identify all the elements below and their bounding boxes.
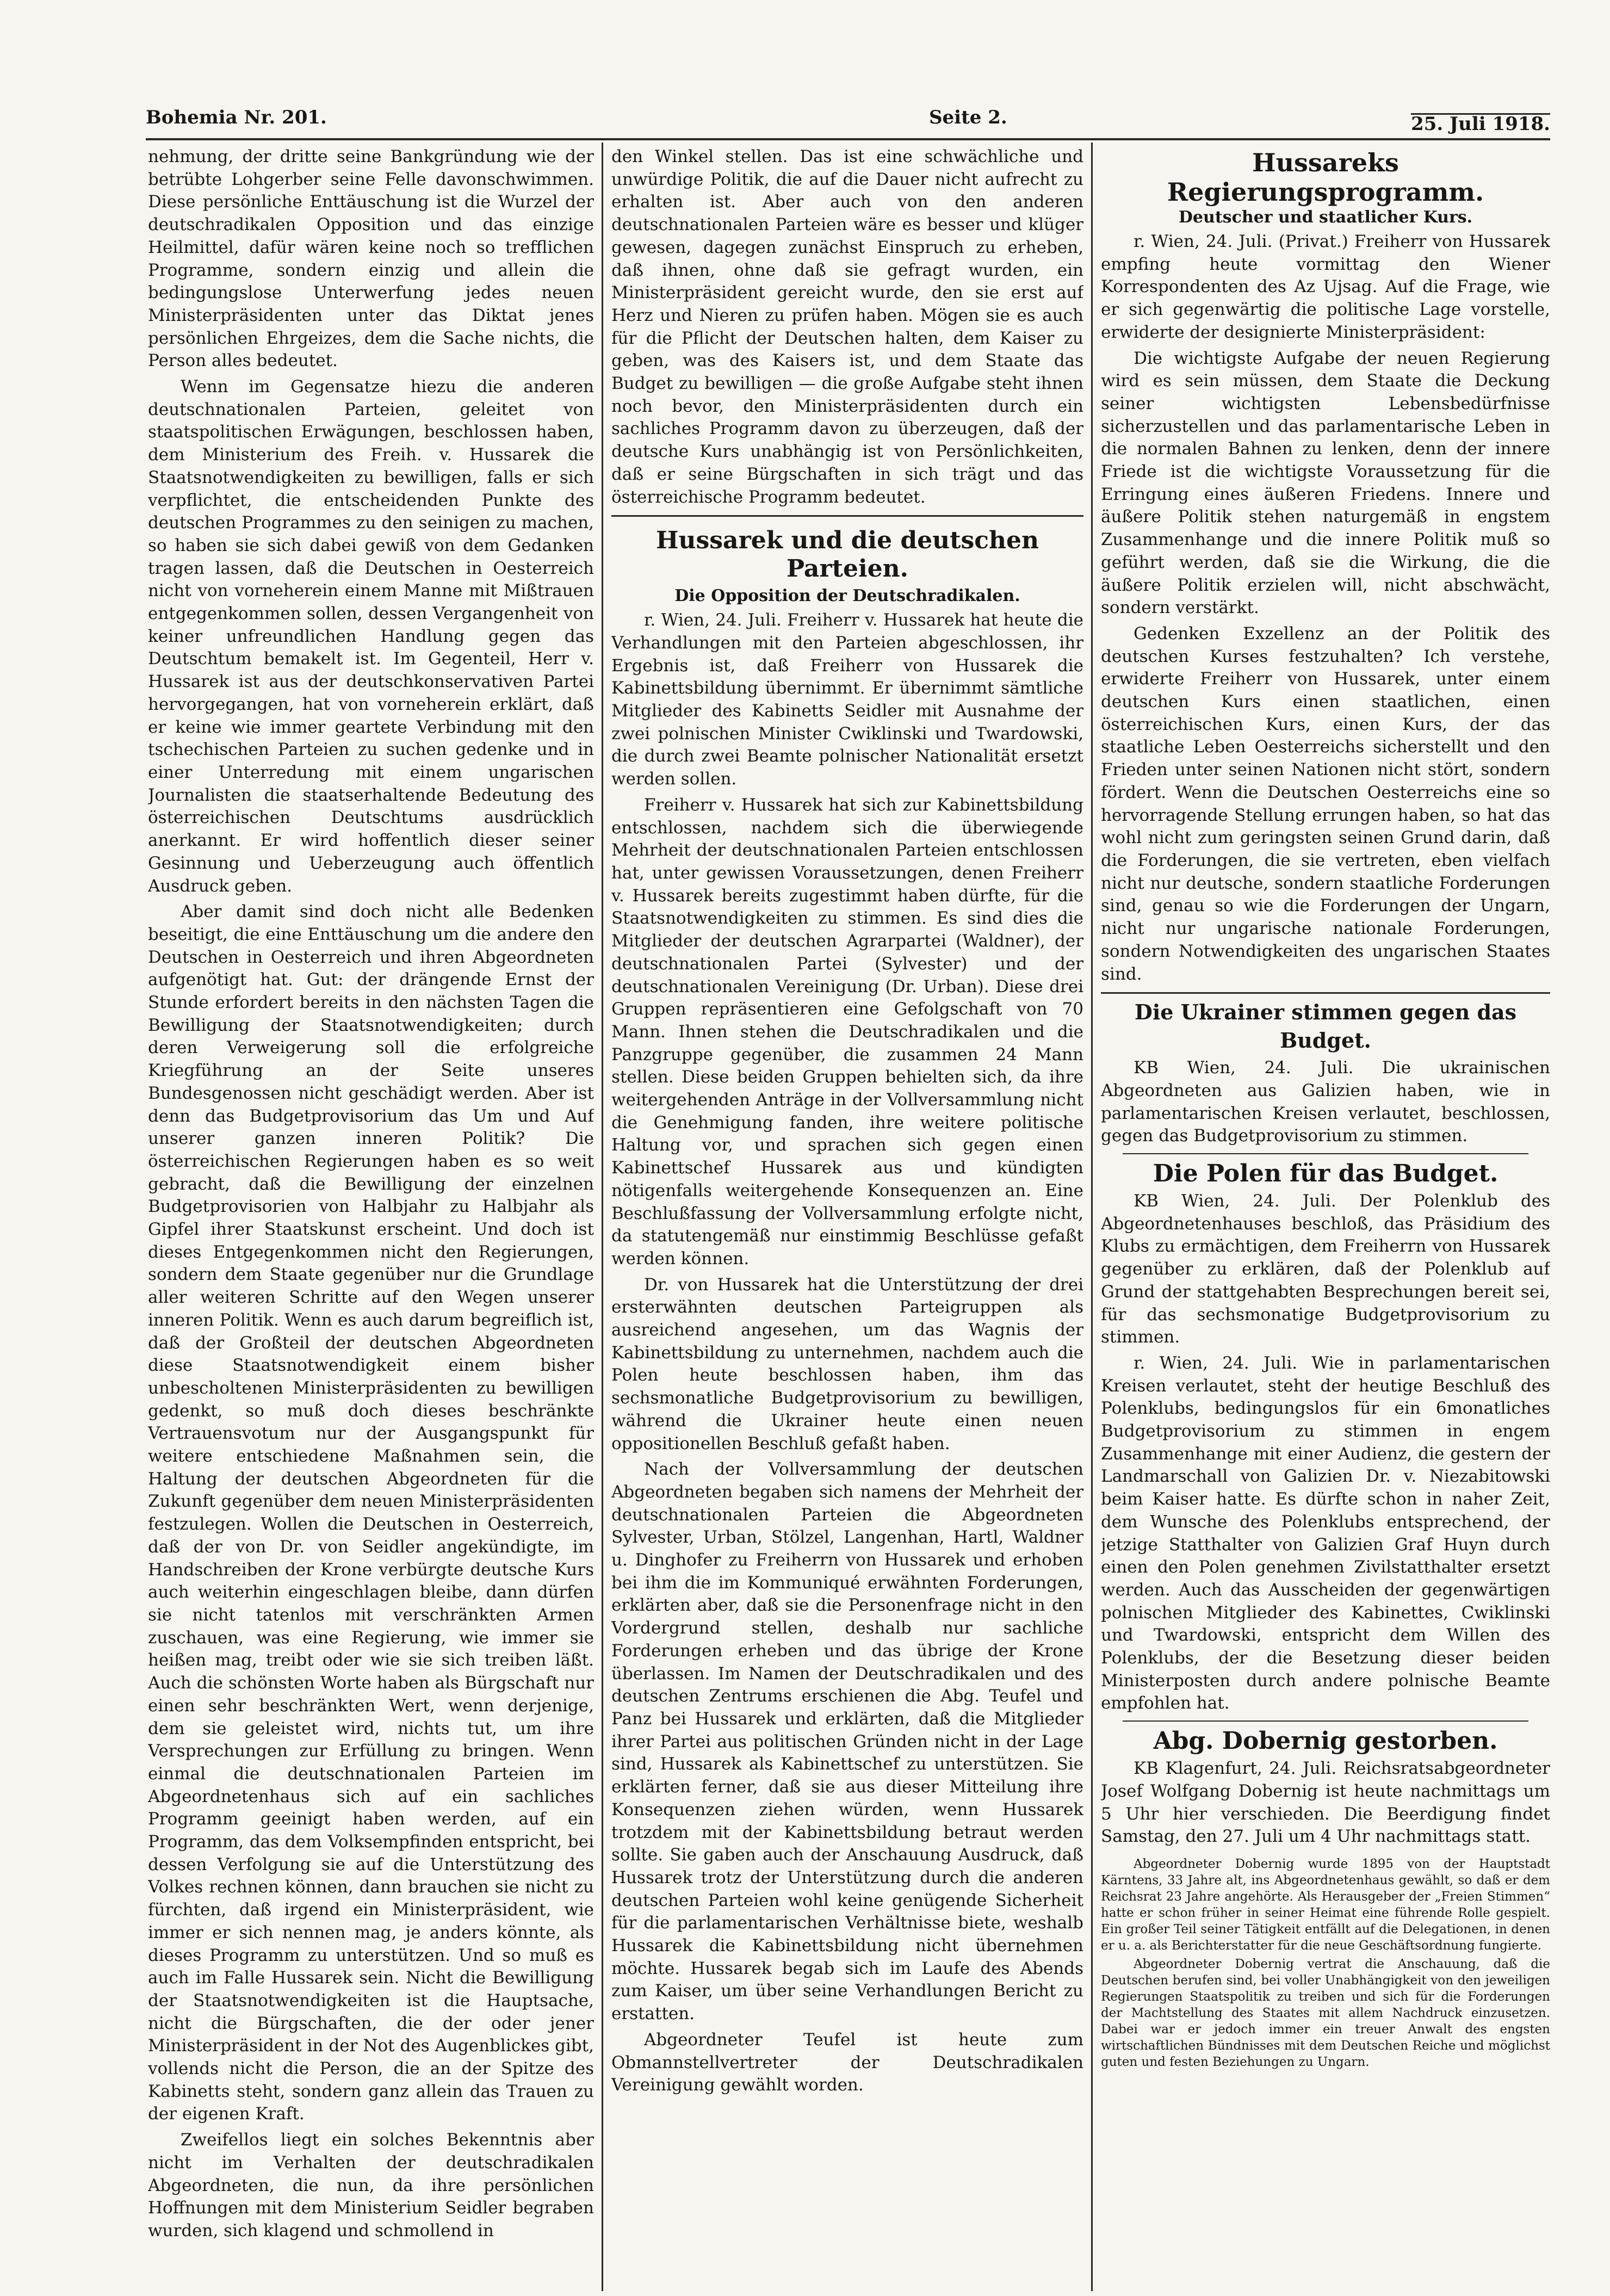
section-rule bbox=[1123, 1153, 1528, 1154]
issue-date: 25. Juli 1918. bbox=[1411, 113, 1550, 135]
paragraph: Nach der Vollversammlung der deutschen Abgeordneten begaben sich namens der Mehrheit der deutschnationalen Parteien die Abgeordneten Sylvester, Urban, Stölzel, Langenhan, Hartl, Waldner u. Dinghofer zu Freiherrn von Hussarek und erhoben bei ihm die im Kommuniqué erwähnten Forderungen, erklärten aber, daß sie die Personenfrage nicht in den Vordergrund stellen, deshalb nur sachliche Forderungen erheben und das übrige der Krone überlassen. Im Namen der Deutschradikalen und des deutschen Zentrums erschienen die Abg. Teufel und Panz bei Hussarek und erklärten, daß die Mitglieder ihrer Partei aus politischen Gründen nicht in der Lage sind, Hussarek als Kabinettschef zu unterstützen. Sie erklärten ferner, daß sie aus dieser Mitteilung ihre Konsequenzen ziehen würden, wenn Hussarek trotzdem mit der Kabinettsbildung betraut werden sollte. Sie gaben auch der Anschauung Ausdruck, daß Hussarek trotz der Unterstützung durch die anderen deutschen Parteien wohl keine genügende Sicherheit für die parlamentarischen Verhältnisse biete, weshalb Hussarek die Kabinettsbildung nicht übernehmen möchte. Hussarek begab sich im Laufe des Abends zum Kaiser, um über seine Verhandlungen Bericht zu erstatten. bbox=[611, 1459, 1083, 2024]
paragraph: KB Wien, 24. Juli. Die ukrainischen Abgeordneten aus Galizien haben, wie in parlamentarischen Kreisen verlautet, beschlossen, gegen das Budgetprovisorium zu stimmen. bbox=[1101, 1058, 1550, 1146]
paragraph: Abgeordneter Teufel ist heute zum Obmannstellvertreter der Deutschradikalen Vereinigung gewählt worden. bbox=[611, 2029, 1083, 2095]
paragraph: Freiherr v. Hussarek hat sich zur Kabinettsbildung entschlossen, nachdem sich die überwiegende Mehrheit der deutschnationalen Parteien entschlossen hat, unter gewissen Voraussetzungen, denen Freiherr v. Hussarek bereits zugestimmt haben dürfte, für die Staatsnotwendigkeiten zu stimmen. Es sind dies die Mitglieder der deutschen Agrarpartei (Waldner), der deutschnationalen Partei (Sylvester) und der deutschnationalen Vereinigung (Dr. Urban). Diese drei Gruppen repräsentieren eine Gefolgschaft von 70 Mann. Ihnen stehen die Deutschradikalen und die Panzgruppe gegenüber, die zusammen 24 Mann stellen. Diese beiden Gruppen behielten sich, da ihre weitergehenden Anträge in der Vollversammlung nicht die Genehmigung fanden, ihre weitere politische Haltung vor, und sprachen sich gegen einen Kabinettschef Hussarek aus und kündigten nötigenfalls weitergehende Konsequenzen an. Eine Beschlußfassung der Vollversammlung erfolgte nicht, da statutengemäß nur einstimmig Beschlüsse gefaßt werden können. bbox=[611, 795, 1083, 1268]
column-1 bbox=[148, 146, 594, 2289]
paragraph: KB Wien, 24. Juli. Der Polenklub des Abgeordnetenhauses beschloß, das Präsidium des Klubs zu ermächtigen, dem Freiherrn von Hussarek gegenüber zu erklären, daß der Polenklub auf Grund der stattgehabten Besprechungen bereit sei, für das sechsmonatige Budgetprovisorium zu stimmen. bbox=[1101, 1191, 1550, 1347]
paragraph: r. Wien, 24. Juli. Freiherr v. Hussarek hat heute die Verhandlungen mit den Parteien abgeschlossen, ihr Ergebnis ist, daß Freiherr von Hussarek die Kabinettsbildung übernimmt. Er übernimmt sämtliche Mitglieder des Kabinetts Seidler mit Ausnahme der zwei polnischen Minister Cwiklinski und Twardowski, die durch zwei Beamte polnischer Nationalität ersetzt werden sollen. bbox=[611, 610, 1083, 789]
paragraph: Abgeordneter Dobernig wurde 1895 von der Hauptstadt Kärntens, 33 Jahre alt, ins Abgeordnetenhaus gewählt, so daß er dem Reichsrat 23 Jahre angehörte. Als Herausgeber der „Freien Stimmen“ hatte er schon früher in seiner Heimat eine führende Rolle gespielt. Ein großer Teil seiner Tätigkeit entfällt auf die Delegationen, in denen er u. a. als Berichterstatter für die neue Geschäftsordnung fungierte. bbox=[1101, 1857, 1550, 1953]
article-heading: Abg. Dobernig gestorben. bbox=[1153, 1727, 1498, 1755]
paragraph: Wenn im Gegensatze hiezu die anderen deutschnationalen Parteien, geleitet von staatspolitischen Erwägungen, beschlossen haben, dem Ministerium des Freih. v. Hussarek die Staatsnotwendigkeiten zu bewilligen, falls er sich verpflichtet, die entscheidenden Punkte des deutschen Programmes zu den seinigen zu machen, so haben sie sich dabei gewiß von dem Gedanken tragen lassen, daß die Deutschen in Oesterreich nicht von vorneherein einem Manne mit Mißtrauen entgegenkommen sollen, dessen Vergangenheit von keiner unfreundlichen Handlung gegen das Deutschtum bemakelt ist. Im Gegenteil, Herr v. Hussarek ist aus der deutschkonservativen Partei hervorgegangen, hat von vorneherein erklärt, daß er keine wie immer geartete Verbindung mit den tschechischen Parteien zu suchen gedenke und in einer Unterredung mit einem ungarischen Journalisten die staatserhaltende Bedeutung des österreichischen Deutschtums ausdrücklich anerkannt. Er wird hoffentlich dieser seiner Gesinnung und Ueberzeugung auch öffentlich Ausdruck geben. bbox=[148, 377, 594, 896]
article-heading: Die Ukrainer stimmen gegen das Budget. bbox=[1134, 1000, 1517, 1053]
section-rule bbox=[1123, 1721, 1528, 1722]
article-subheading: Deutscher und staatlicher Kurs. bbox=[1178, 208, 1473, 227]
paragraph: Dr. von Hussarek hat die Unterstützung der drei ersterwähnten deutschen Parteigruppen als ausreichend angesehen, um das Wagnis der Kabinettsbildung zu unternehmen, nachdem auch die Polen heute beschlossen haben, ihm das sechsmonatliche Budgetprovisorium zu bewilligen, während die Ukrainer heute einen neuen oppositionellen Beschluß gefaßt haben. bbox=[611, 1274, 1083, 1453]
page-number: Seite 2. bbox=[929, 107, 1007, 128]
paragraph: r. Wien, 24. Juli. (Privat.) Freiherr von Hussarek empfing heute vormittag den Wiener Korrespondenten des Az Ujsag. Auf die Frage, wie er sich gegenwärtig die politische Lage vorstelle, erwiderte der designierte Ministerpräsident: bbox=[1101, 232, 1550, 342]
section-rule bbox=[611, 515, 1083, 517]
paragraph: Die wichtigste Aufgabe der neuen Regierung wird es sein müssen, dem Staate die Deckung seiner wichtigsten Lebensbedürfnisse sicherzustellen und das parlamentarische Leben in die normalen Bahnen zu lenken, denn der innere Friede ist die wichtigste Voraussetzung für die Erringung eines äußeren Friedens. Innere und äußere Politik stehen naturgemäß in engstem Zusammenhange und die innere Politik muß so geführt werden, daß sie die Wirkung, die die äußere Politik erzielen will, nicht abschwächt, sondern verstärkt. bbox=[1101, 348, 1550, 618]
paragraph: KB Klagenfurt, 24. Juli. Reichsratsabgeordneter Josef Wolfgang Dobernig ist heute nachmittags um 5 Uhr hier verschieden. Die Beerdigung findet Samstag, den 27. Juli um 4 Uhr nachmittags statt. bbox=[1101, 1759, 1550, 1847]
article-heading: Hussarek und die deutschen Parteien. bbox=[655, 527, 1039, 583]
page-header bbox=[146, 102, 1550, 136]
column-rule-right bbox=[1091, 143, 1093, 2291]
paragraph: nehmung, der dritte seine Bankgründung wie der betrübte Lohgerber seine Felle davonschwimmen. Diese persönliche Enttäuschung ist die Wurzel der deutschradikalen Opposition und das einzige Heilmittel, dafür wären keine noch so trefflichen Programme, sondern einzig und allein die bedingungslose Unterwerfung jedes neuen Ministerpräsidenten unter das Diktat jenes persönlichen Ehrgeizes, dem die Sache nichts, die Person alles bedeutet. bbox=[148, 147, 594, 371]
issue-number: Bohemia Nr. 201. bbox=[146, 107, 327, 128]
paragraph: den Winkel stellen. Das ist eine schwächliche und unwürdige Politik, die auf die Dauer nicht aufrecht zu erhalten ist. Aber auch von den anderen deutschnationalen Parteien wäre es besser und klüger gewesen, dagegen zunächst Einspruch zu erheben, daß ihnen, ohne daß sie gefragt wurden, ein Ministerpräsident gereicht wurde, den sie erst auf Herz und Nieren zu prüfen haben. Mögen sie es auch für die Pflicht der Deutschen halten, dem Kaiser zu geben, was des Kaisers ist, und dem Staate das Budget zu bewilligen — die große Aufgabe steht ihnen noch bevor, den Ministerpräsidenten durch ein sachliches Programm davon zu überzeugen, daß der deutsche Kurs unabhängig ist von Persönlichkeiten, daß er seine Bürgschaften in sich trägt und das österreichische Programm bedeutet. bbox=[611, 147, 1083, 507]
paragraph: r. Wien, 24. Juli. Wie in parlamentarischen Kreisen verlautet, steht der heutige Beschluß des Polenklubs, bedingungslos für ein 6monatliches Budgetprovisorium zu stimmen in engem Zusammenhange mit einer Audienz, die gestern der Landmarschall von Galizien Dr. v. Niezabitowski beim Kaiser hatte. Es dürfte schon in naher Zeit, dem Wunsche des Polenklubs entsprechend, der jetzige Statthalter von Galizien Graf Huyn durch einen den Polen genehmen Zivilstatthalter ersetzt werden. Auch das Ausscheiden der gegenwärtigen polnischen Mitglieder des Kabinettes, Cwiklinski und Twardowski, entspricht dem Willen des Polenklubs, der die Besetzung dieser beiden Ministerposten durch andere polnische Beamte empfohlen hat. bbox=[1101, 1353, 1550, 1713]
section-rule bbox=[1101, 992, 1550, 994]
column-2 bbox=[611, 146, 1083, 2289]
article-subheading: Die Opposition der Deutschradikalen. bbox=[674, 586, 1020, 606]
article-heading: Die Polen für das Budget. bbox=[1153, 1160, 1498, 1188]
obituary-note bbox=[1101, 1856, 1550, 2070]
paragraph: Abgeordneter Dobernig vertrat die Anschauung, daß die Deutschen berufen sind, bei voller Unabhängigkeit von den jeweiligen Regierungen Staatspolitik zu treiben und sich für die Forderungen der Machtstellung des Staates mit allem Nachdruck einzusetzen. Dabei war er jedoch immer ein treuer Anwalt des engsten wirtschaftlichen Bündnisses mit dem Deutschen Reiche und möglichst guten und festen Beziehungen zu Ungarn. bbox=[1101, 1957, 1550, 2069]
header-rule bbox=[146, 138, 1550, 140]
column-3 bbox=[1101, 146, 1550, 2289]
column-rule-left bbox=[602, 143, 603, 2291]
paragraph: Zweifellos liegt ein solches Bekenntnis aber nicht im Verhalten der deutschradikalen Abgeordneten, die nun, da ihre persönlichen Hoffnungen mit dem Ministerium Seidler begraben wurden, sich klagend und schmollend in bbox=[148, 2130, 594, 2241]
paragraph: Aber damit sind doch nicht alle Bedenken beseitigt, die eine Enttäuschung um die andere den Deutschen in Oesterreich und ihren Abgeordneten aufgenötigt hat. Gut: der drängende Ernst der Stunde erfordert bereits in den nächsten Tagen die Bewilligung der Staatsnotwendigkeiten; durch deren Verweigerung soll die erfolgreiche Kriegführung an der Seite unseres Bundesgenossen nicht geschädigt werden. Aber ist denn das Budgetprovisorium das Um und Auf unserer ganzen inneren Politik? Die österreichischen Regierungen haben es so weit gebracht, daß die Bewilligung der einzelnen Budgetprovisorien von Halbjahr zu Halbjahr als Gipfel ihrer Staatskunst erscheint. Und doch ist dieses Entgegenkommen nicht den Regierungen, sondern dem Staate gegenüber nur die Grundlage aller weiteren Schritte auf den Wegen unserer inneren Politik. Wenn es auch darum begreiflich ist, daß der Großteil der deutschen Abgeordneten diese Staatsnotwendigkeit einem bisher unbescholtenen Ministerpräsidenten zu bewilligen gedenkt, so muß doch dieses beschränkte Vertrauensvotum nur der Ausgangspunkt für weitere entschiedene Maßnahmen sein, die Haltung der deutschen Abgeordneten für die Zukunft gegenüber dem neuen Ministerpräsidenten festzulegen. Wollen die Deutschen in Oesterreich, daß der von Dr. von Seidler angekündigte, im Handschreiben der Krone verbürgte deutsche Kurs auch weiterhin eingeschlagen bleibe, dann dürfen sie nicht tatenlos mit verschränkten Armen zuschauen, was eine Regierung, wie immer sie heißen mag, treibt oder wie sie sich treiben läßt. Auch die schönsten Worte haben als Bürgschaft nur einen sehr beschränkten Wert, wenn derjenige, dem sie geleistet wird, nichts tut, um ihre Versprechungen zur Erfüllung zu bringen. Wenn einmal die deutschnationalen Parteien im Abgeordnetenhaus sich auf ein sachliches Programm geeinigt haben werden, auf ein Programm, das dem Volksempfinden entspricht, bei dessen Verfolgung sie auf die Unterstützung des Volkes rechnen können, dann brauchen sie nicht zu fürchten, daß irgend ein Ministerpräsident, wie immer er sich nennen mag, je anders könnte, als dieses Programm zu unterstützen. Und so muß es auch im Falle Hussarek sein. Nicht die Bewilligung der Staatsnotwendigkeiten ist die Hauptsache, nicht die Bürgschaften, die der oder jener Ministerpräsident in der Not des Augenblickes gibt, vollends nicht die Person, die an der Spitze des Kabinetts steht, sondern ganz allein das Trauen zu der eigenen Kraft. bbox=[148, 902, 594, 2124]
paragraph: Gedenken Exzellenz an der Politik des deutschen Kurses festzuhalten? Ich verstehe, erwiderte Freiherr von Hussarek, unter einem deutschen Kurs einen staatlichen, einen österreichischen Kurs, einen Kurs, der das staatliche Leben Oesterreichs sicherstellt und den Frieden unter seinen Nationen nicht stört, sondern fördert. Wenn die Deutschen Oesterreichs eine so hervorragende Stellung errungen haben, so hat das wohl nicht zum geringsten seinen Grund darin, daß die Forderungen, die sie vertreten, eben vielfach nicht nur deutsche, sondern staatliche Forderungen sind, genau so wie die Forderungen der Ungarn, nicht nur ungarische nationale Forderungen, sondern Notwendigkeiten des ungarischen Staates sind. bbox=[1101, 623, 1550, 984]
article-heading: Hussareks Regierungsprogramm. bbox=[1167, 148, 1484, 207]
